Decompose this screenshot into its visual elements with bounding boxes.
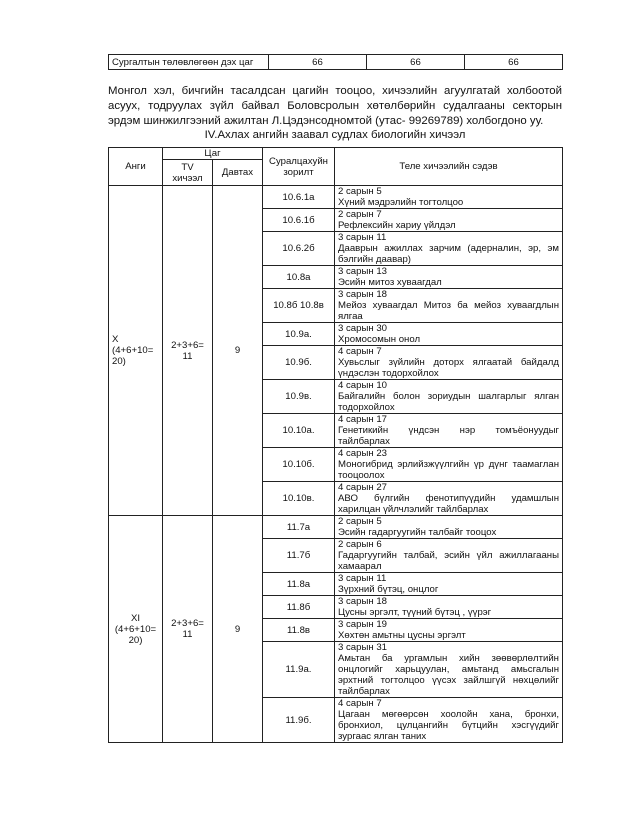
topic-date: 3 сарын 19: [338, 619, 387, 630]
topic-text: Рефлексийн хариу үйлдэл: [338, 220, 456, 231]
objective-cell: 10.8а: [263, 266, 335, 289]
topic-text: Хүний мэдрэлийн тогтолцоо: [338, 197, 464, 208]
header-hours: Цаг: [163, 148, 263, 160]
repeat-hours-cell: 9: [213, 516, 263, 743]
topic-cell: [335, 414, 563, 448]
objective-cell: 10.6.1а: [263, 186, 335, 209]
topic-cell: [335, 380, 563, 414]
topic-text: Моногибрид эрлийзжүүлгийн үр дүнг таамаглан тооцоолох: [338, 459, 559, 481]
objective-cell: 10.9а.: [263, 323, 335, 346]
header-objective: Суралцахуйн зорилт: [263, 148, 335, 186]
topic-date: 3 сарын 11: [338, 232, 387, 243]
topic-cell: [335, 289, 563, 323]
topic-date: 4 сарын 7: [338, 698, 382, 709]
topic-cell: [335, 346, 563, 380]
topic-date: 4 сарын 10: [338, 380, 387, 391]
topic-cell: [335, 448, 563, 482]
objective-cell: 10.9б.: [263, 346, 335, 380]
topic-cell: [335, 516, 563, 539]
topic-text: Хромосомын онол: [338, 334, 421, 345]
topic-date: 4 сарын 17: [338, 414, 387, 425]
objective-cell: 11.7а: [263, 516, 335, 539]
topic-date: 4 сарын 23: [338, 448, 387, 459]
summary-table: [108, 54, 563, 70]
objective-cell: 10.10б.: [263, 448, 335, 482]
topic-date: 3 сарын 30: [338, 323, 387, 334]
topic-text: Хувьслыг зүйлийн доторх ялгаатай байдалд үндэслэн тодорхойлох: [338, 357, 559, 379]
topic-text: Цагаан мөгөөрсөн хоолойн хана, бронхи, бронхиол, цулцангийн бүтцийн хэсгүүдийг зургаас ялган таних: [338, 709, 559, 742]
summary-row: [109, 55, 563, 70]
topic-cell: [335, 596, 563, 619]
topic-cell: [335, 642, 563, 698]
objective-cell: 10.10а.: [263, 414, 335, 448]
topic-text: Генетикийн үндсэн нэр томъёонуудыг тайлбарлах: [338, 425, 559, 447]
topic-date: 4 сарын 7: [338, 346, 382, 357]
summary-value-3: 66: [465, 55, 563, 70]
objective-cell: 11.9а.: [263, 642, 335, 698]
table-row: [109, 516, 563, 539]
topic-cell: [335, 698, 563, 743]
section-title: IV.Ахлах ангийн заавал судлах биологийн хичээл: [204, 129, 466, 141]
summary-value-2: 66: [367, 55, 465, 70]
topic-cell: [335, 482, 563, 516]
topic-text: Хөхтөн амьтны цусны эргэлт: [338, 630, 466, 641]
schedule-table-body: [109, 186, 563, 743]
topic-text: АВО бүлгийн фенотипүүдийн удамшлын харилцан үйлчлэлийг тайлбарлах: [338, 493, 559, 515]
topic-date: 3 сарын 18: [338, 289, 387, 300]
summary-label: Сургалтын төлөвлөгөөн дэх цаг: [109, 55, 269, 70]
topic-text: Зүрхний бүтэц, онцлог: [338, 584, 439, 595]
objective-cell: 11.8а: [263, 573, 335, 596]
objective-cell: 11.9б.: [263, 698, 335, 743]
topic-cell: [335, 232, 563, 266]
topic-cell: [335, 539, 563, 573]
topic-cell: [335, 186, 563, 209]
topic-text: Гадаргуугийн талбай, эсийн үйл ажиллагааны хамаарал: [338, 550, 559, 572]
topic-date: 3 сарын 11: [338, 573, 387, 584]
topic-text: Эсийн гадаргуугийн талбайг тооцох: [338, 527, 497, 538]
objective-cell: 11.8б: [263, 596, 335, 619]
grade-cell: X (4+6+10= 20): [109, 186, 163, 516]
topic-date: 2 сарын 7: [338, 209, 382, 220]
header-tv: TV хичээл: [163, 160, 213, 186]
header-repeat: Давтах: [213, 160, 263, 186]
header-grade: Анги: [109, 148, 163, 186]
topic-text: Амьтан ба ургамлын хийн зөөвөрлөлтийн онцлогийг харьцуулан, амьтанд амьсгалын эрхтний тогтолцоо үүсэх зайлшгүй нөхцөлийг тайлбарлах: [338, 653, 559, 697]
objective-cell: 11.8в: [263, 619, 335, 642]
topic-cell: [335, 573, 563, 596]
objective-cell: 10.6.1б: [263, 209, 335, 232]
topic-date: 3 сарын 18: [338, 596, 387, 607]
topic-date: 4 сарын 27: [338, 482, 387, 493]
objective-cell: 10.10в.: [263, 482, 335, 516]
objective-cell: 10.8б 10.8в: [263, 289, 335, 323]
topic-text: Эсийн митоз хуваагдал: [338, 277, 442, 288]
topic-text: Байгалийн болон зориудын шалгарлыг ялган тодорхойлох: [338, 391, 559, 413]
topic-cell: [335, 266, 563, 289]
table-row: [109, 186, 563, 209]
topic-cell: [335, 619, 563, 642]
topic-text: Мейоз хуваагдал Митоз ба мейоз хуваагдлын ялгаа: [338, 300, 559, 322]
topic-cell: [335, 209, 563, 232]
topic-date: 2 сарын 6: [338, 539, 382, 550]
summary-value-1: 66: [269, 55, 367, 70]
objective-cell: 11.7б: [263, 539, 335, 573]
contact-paragraph: Монгол хэл, бичгийн тасалдсан цагийн тооцоо, хичээлийн агуулгатай холбоотой асуух, тодруулах зүйл байвал Боловсролын хөтөлбөрийн судалгааны секторын эрдэм шинжилгээний ажилтан Л.Цэдэнсодномтой (утас- 99269789) холбогдоно уу.: [108, 85, 562, 127]
schedule-table: [108, 147, 563, 743]
objective-cell: 10.9в.: [263, 380, 335, 414]
topic-text: Цусны эргэлт, түүний бүтэц , үүрэг: [338, 607, 492, 618]
topic-date: 3 сарын 31: [338, 642, 387, 653]
tv-hours-cell: 2+3+6= 11: [163, 516, 213, 743]
topic-cell: [335, 323, 563, 346]
tv-hours-cell: 2+3+6= 11: [163, 186, 213, 516]
topic-date: 2 сарын 5: [338, 186, 382, 197]
objective-cell: 10.6.2б: [263, 232, 335, 266]
header-topic: Теле хичээлийн сэдэв: [335, 148, 563, 186]
topic-date: 3 сарын 13: [338, 266, 387, 277]
grade-cell: XI (4+6+10= 20): [109, 516, 163, 743]
topic-text: Дааврын ажиллах зарчим (адерналин, эр, эм бэлгийн даавар): [338, 243, 559, 265]
topic-date: 2 сарын 5: [338, 516, 382, 527]
repeat-hours-cell: 9: [213, 186, 263, 516]
